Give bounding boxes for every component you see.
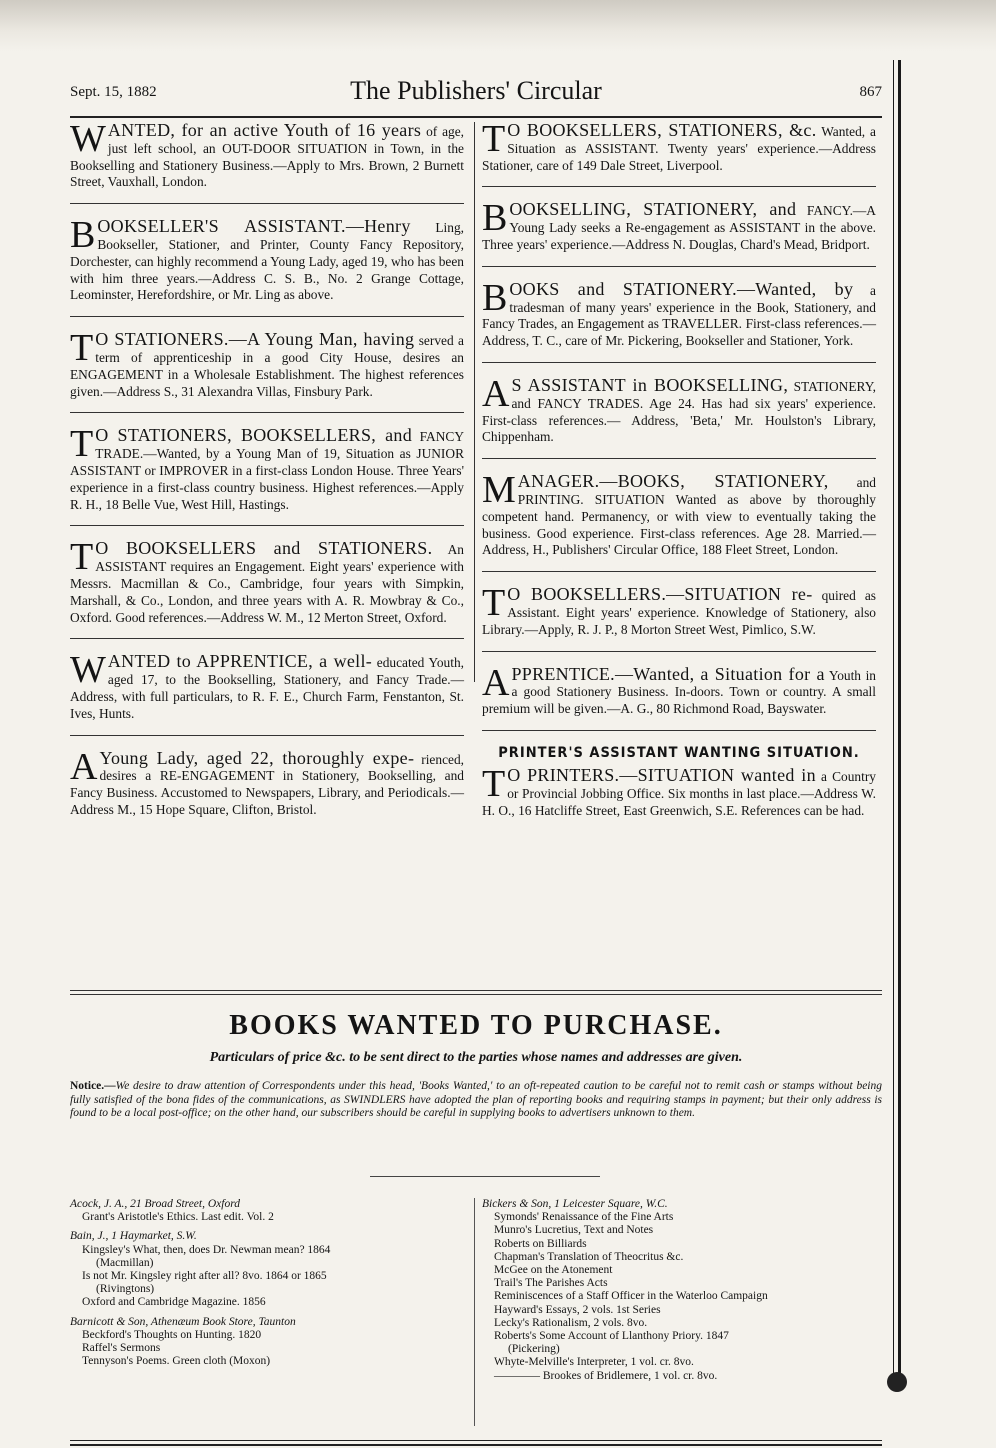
drop-cap: M (482, 469, 516, 512)
ad-separator (70, 525, 464, 526)
ad-body: An ASSISTANT requires an Engagement. Eight years' experience with Messrs. Macmillan & Co., Cambridge, four years with Simpkin, Marshall, & Co., London, and three years with A. R. Mowbray & Co., Oxford. Good references.—Address W. M., 12 Merton Street, Oxford. (70, 542, 464, 625)
advertisement (482, 661, 877, 718)
ad-text (70, 214, 464, 304)
drop-cap: A (482, 661, 510, 704)
book-title-item: Trail's The Parishes Acts (494, 1277, 608, 1290)
bookseller-name: Barnicott & Son, Athenæum Book Store, Taunton (70, 1315, 296, 1328)
ad-body: quired as Assistant. Eight years' experience. Knowledge of Stationery, also Library.—Apply, R. J. P., 8 Morton Street West, Pimlico, S.W. (482, 588, 876, 637)
book-title-item: Roberts's Some Account of Llanthony Priory. 1847 (494, 1330, 729, 1343)
ad-text (70, 745, 464, 819)
section-rule (70, 990, 882, 991)
drop-cap: B (482, 276, 508, 319)
page (70, 58, 882, 1398)
right-border-rule (898, 60, 901, 1390)
section-rule-2 (70, 994, 882, 995)
book-title-item: Lecky's Rationalism, 2 vols. 8vo. (494, 1316, 648, 1329)
books-wanted-title: BOOKS WANTED TO PURCHASE. (229, 1010, 723, 1041)
advertisement (482, 372, 876, 446)
ad-separator (70, 638, 464, 639)
ad-separator (482, 730, 876, 731)
ad-text (482, 762, 876, 819)
ad-body: Youth in a good Stationery Business. In-doors. Town or country. A small premium will be given.—A. G., 80 Richmond Road, Bayswater. (482, 667, 877, 717)
ad-lead: S ASSISTANT in BOOKSELLING, (511, 374, 789, 395)
bottom-rule-thick (70, 1444, 882, 1446)
ad-body: educated Youth, aged 17, to the Bookselling, Stationery, and Fancy Trade.—Address, with full particulars, to R. F. E., Church Farm, Fenstanton, St. Ives, Hunts. (70, 655, 464, 721)
bottom-rule (70, 1440, 882, 1441)
ad-separator (70, 412, 464, 413)
ad-body: FANCY.—A Young Lady seeks a Re-engagement as ASSISTANT in the above. Three years' experience.—Address N. Douglas, Chard's Mead, Bridport. (482, 203, 876, 252)
ad-text (482, 197, 876, 253)
book-title-item: ———— Brookes of Bridlemere, 1 vol. cr. 8vo. (494, 1369, 718, 1382)
ad-body: and PRINTING. SITUATION Wanted as above by thoroughly competent hand. Permanency, or with view to eventually taking the business. Good experience. First-class references. Age 28. Married.—Address, H., Publishers' Circular Office, 188 Fleet Street, London. (482, 475, 876, 558)
ad-separator (70, 316, 464, 317)
books-wanted-subtitle: Particulars of price &c. to be sent direct to the parties whose names and addresses are given. (209, 1050, 743, 1065)
ad-body: STATIONERY, and FANCY TRADES. Age 24. Has had six years' experience. First-class references.— Address, 'Beta,' Mr. Houlston's Library, Chippenham. (482, 378, 876, 445)
printers-heading: PRINTER'S ASSISTANT WANTING SITUATION. (498, 744, 860, 761)
wanted-list-left (70, 1198, 470, 1368)
advertisement (70, 423, 464, 513)
drop-cap: T (482, 582, 506, 625)
drop-cap: B (482, 197, 508, 240)
drop-cap: A (70, 745, 98, 788)
advertisement (482, 469, 876, 559)
ad-separator (70, 735, 464, 736)
advertisement (70, 649, 464, 722)
running-header (70, 76, 882, 110)
ad-text (70, 536, 464, 626)
ad-text (70, 423, 464, 513)
book-title-item: Reminiscences of a Staff Officer in the Waterloo Campaign (494, 1290, 768, 1303)
ad-body: of age, just left school, an OUT-DOOR SITUATION in Town, in the Bookselling and Stationery Business.—Apply to Mrs. Brown, 2 Burnett Street, Vauxhall, London. (70, 124, 464, 190)
drop-cap: T (70, 536, 94, 579)
bookseller-name: Bickers & Son, 1 Leicester Square, W.C. (482, 1198, 668, 1210)
ad-separator (482, 571, 876, 572)
book-title-item: Raffel's Sermons (82, 1342, 161, 1355)
ad-lead: OOKSELLER'S ASSISTANT.—Henry (97, 216, 411, 237)
ad-text (482, 372, 876, 446)
advertisement (70, 536, 464, 626)
drop-cap: W (70, 649, 106, 692)
drop-cap: T (482, 118, 506, 160)
advertisement (70, 118, 464, 191)
drop-cap: W (70, 118, 106, 160)
header-rule (70, 116, 882, 118)
book-title-item: Beckford's Thoughts on Hunting. 1820 (82, 1328, 262, 1341)
advertisement (70, 745, 464, 819)
book-title-item: Symonds' Renaissance of the Fine Arts (494, 1211, 674, 1224)
printers-advertisement (482, 762, 876, 819)
ad-body: a tradesman of many years' experience in the Book, Stationery, and Fancy Trades, an Engagement as TRAVELLER. First-class references.—Address, T. C., care of Mr. Pickering, Bookseller and Stationer, York. (482, 282, 876, 349)
ad-lead: ANAGER.—BOOKS, STATIONERY, (517, 471, 829, 492)
drop-cap: B (70, 214, 96, 257)
ad-text (70, 118, 464, 191)
ad-lead: O STATIONERS.—A Young Man, having (95, 329, 415, 350)
ad-separator (70, 203, 464, 204)
ad-lead: O BOOKSELLERS and STATIONERS. (95, 538, 433, 559)
advertisement (70, 214, 464, 304)
notice-text: We desire to draw attention of Correspondents under this head, 'Books Wanted,' to an oft-repeated caution to be careful not to remit cash or stamps without being fully satisfied of the bona fides of the communications, as SWINDLERS have adopted the plan of reporting books and requiring stamps in payment; but their only address is found to be a local post-office; on the other hand, our subscribers should be careful in supplying books to advertisers unknown to them. (70, 1080, 882, 1120)
advertisement (482, 582, 876, 638)
bookseller-name: Bain, J., 1 Haymarket, S.W. (70, 1230, 197, 1243)
book-title-item: (Macmillan) (96, 1256, 154, 1269)
ad-lead: OOKS and STATIONERY.—Wanted, by (509, 278, 854, 299)
ad-lead: O BOOKSELLERS.—SITUATION re- (507, 584, 813, 605)
ad-separator (482, 362, 876, 363)
book-title-item: Is not Mr. Kingsley right after all? 8vo. 1864 or 1865 (82, 1270, 327, 1283)
book-title-item: Roberts on Billiards (494, 1237, 587, 1250)
advertisement (482, 276, 876, 350)
book-title-item: Oxford and Cambridge Magazine. 1856 (82, 1296, 266, 1309)
ad-separator (482, 266, 876, 267)
ad-text (482, 582, 876, 638)
ad-lead: ANTED, for an active Youth of 16 years (107, 120, 422, 140)
left-column (70, 118, 464, 819)
book-title-item: Tennyson's Poems. Green cloth (Moxon) (82, 1355, 271, 1368)
ad-separator (482, 651, 876, 652)
right-column (482, 118, 877, 819)
list-divider (474, 1198, 475, 1426)
page-top-edge (0, 0, 996, 52)
advertisement (482, 118, 876, 174)
book-title-item: (Rivingtons) (96, 1283, 155, 1296)
ad-separator (482, 458, 876, 459)
ad-text (70, 649, 464, 722)
ad-text (482, 118, 876, 174)
ad-text (482, 469, 876, 559)
advertisement (70, 327, 464, 400)
book-title-item: Chapman's Translation of Theocritus &c. (494, 1250, 684, 1263)
ad-lead: ANTED to APPRENTICE, a well- (107, 651, 373, 672)
ad-text (70, 327, 464, 400)
book-title-item: Grant's Aristotle's Ethics. Last edit. Vol. 2 (82, 1211, 274, 1224)
ad-lead: OOKSELLING, STATIONERY, and (509, 199, 797, 220)
wanted-list-right (482, 1198, 882, 1383)
book-title-item: (Pickering) (508, 1343, 560, 1356)
notice-paragraph (70, 1080, 882, 1121)
bookseller-name: Acock, J. A., 21 Broad Street, Oxford (70, 1198, 241, 1210)
book-title-item: Kingsley's What, then, does Dr. Newman mean? 1864 (82, 1243, 331, 1256)
ad-lead: PPRENTICE.—Wanted, a Situation for a (511, 663, 825, 684)
ad-body: rienced, desires a RE-ENGAGEMENT in Stationery, Bookselling, and Fancy Business. Accustomed to Newspapers, Library, and Periodicals.—Address M., 15 Hope Square, Clifton, Bristol. (70, 751, 464, 817)
header-title: The Publishers' Circular (350, 76, 602, 105)
ad-body: FANCY TRADE.—Wanted, by a Young Man of 19, Situation as JUNIOR ASSISTANT or IMPROVER in a first-class London House. Three Years' experience in a first-class country business. Highest references.—Apply R. H., 18 Belle Vue, West Hill, Hastings. (70, 429, 464, 512)
ad-lead: O PRINTERS.—SITUATION wanted in (507, 764, 816, 785)
ad-separator (482, 186, 876, 187)
book-title-item: Hayward's Essays, 2 vols. 1st Series (494, 1303, 661, 1316)
corner-ornament-icon (887, 1372, 907, 1392)
drop-cap: T (482, 762, 506, 805)
book-title-item: Munro's Lucretius, Text and Notes (494, 1224, 654, 1237)
right-border-rule-thin (893, 60, 894, 1390)
book-title-item: McGee on the Atonement (494, 1264, 613, 1277)
header-page-number: 867 (859, 84, 882, 100)
book-title-item: Whyte-Melville's Interpreter, 1 vol. cr. 8vo. (494, 1356, 694, 1369)
notice-label: Notice.— (70, 1080, 116, 1092)
advertisement (482, 197, 876, 253)
ad-body: a Country or Provincial Jobbing Office. Six months in last place.—Address W. H. O., 16 Hatcliffe Street, East Greenwich, S.E. References can be had. (482, 768, 876, 818)
ad-lead: Young Lady, aged 22, thoroughly expe- (99, 747, 415, 768)
drop-cap: A (482, 372, 510, 415)
drop-cap: T (70, 423, 94, 466)
ad-text (482, 276, 876, 350)
ad-body: Ling, Bookseller, Stationer, and Printer, County Fancy Repository, Dorchester, can highly recommend a Young Lady, aged 19, who has been with him three years.—Address C. S. B., No. 2 Grange Cottage, Leominster, Herefordshire, or Mr. Ling as above. (70, 220, 464, 303)
ad-text (482, 661, 877, 718)
ad-body: Wanted, a Situation as ASSISTANT. Twenty years' experience.—Address Stationer, care of 149 Dale Street, Liverpool. (482, 124, 876, 173)
notice-rule (370, 1176, 600, 1177)
ad-body: served a term of apprenticeship in a good City House, desires an ENGAGEMENT in a Wholesale Establishment. The highest references given.—Address S., 31 Alexandra Villas, Finsbury Park. (70, 333, 464, 399)
ad-lead: O BOOKSELLERS, STATIONERS, &c. (507, 120, 817, 140)
header-date: Sept. 15, 1882 (70, 84, 157, 100)
column-divider (474, 122, 475, 682)
ad-lead: O STATIONERS, BOOKSELLERS, and (95, 425, 412, 446)
drop-cap: T (70, 327, 94, 370)
